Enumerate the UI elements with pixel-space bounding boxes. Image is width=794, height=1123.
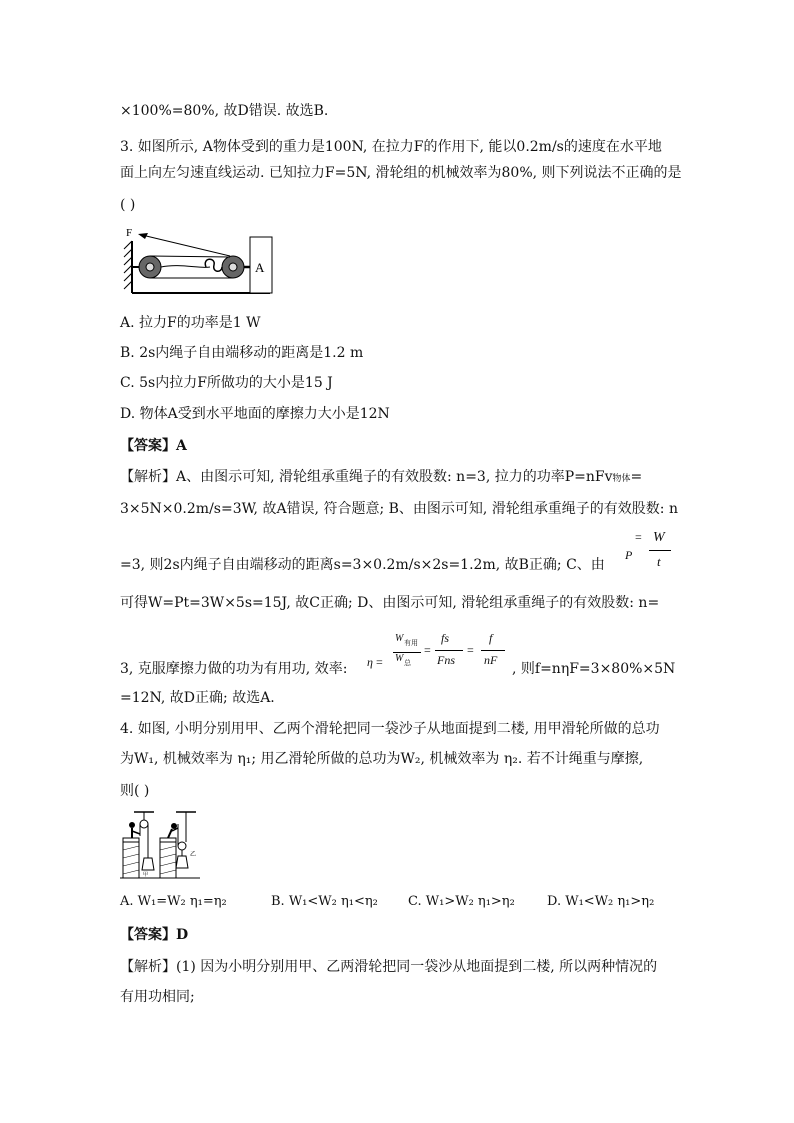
power-formula	[623, 530, 675, 574]
efficiency-formula	[367, 625, 512, 677]
question-3-line-2: 面上向左匀速直线运动. 已知拉力F=5N, 滑轮组的机械效率为80%, 则下列说法不正确的是	[120, 165, 682, 181]
person-icon	[129, 822, 135, 828]
explanation-3-line-4: 可得W=Pt=3W×5s=15J, 故C正确; D、由图示可知, 滑轮组承重绳子的有效股数: n=	[120, 595, 660, 611]
q4-option-c: C. W₁>W₂ η₁>η₂	[408, 894, 515, 909]
answer-3: 【答案】A	[120, 438, 187, 454]
q4-option-a: A. W₁=W₂ η₁=η₂	[120, 894, 227, 909]
label-yi: 乙	[190, 852, 197, 858]
question-4-line-2: 为W₁, 机械效率为 η₁; 用乙滑轮所做的总功为W₂, 机械效率为 η₂. 若不计绳重与摩擦,	[120, 751, 644, 767]
subscript: 物体	[612, 474, 631, 484]
explanation-3-line-5a: 3, 克服摩擦力做的功为有用功, 效率:	[120, 661, 348, 677]
pulley-figure-2	[120, 806, 200, 882]
fraction-bar	[435, 650, 463, 651]
explanation-3-line-6: =12N, 故D正确; 故选A.	[120, 690, 275, 706]
fraction-bar	[649, 550, 671, 551]
option-a: A. 拉力F的功率是1 W	[120, 315, 261, 331]
sub-useful: 有用	[404, 639, 418, 647]
eq-2: =	[424, 643, 431, 657]
fixed-pulley-icon	[140, 820, 148, 828]
eq-1: =	[376, 655, 383, 669]
block-label: A	[255, 260, 265, 275]
f2-num: f	[489, 631, 493, 645]
explanation-4-line-1: 【解析】(1) 因为小明分别用甲、乙两滑轮把同一袋沙从地面提到二楼, 所以两种情况的	[120, 959, 658, 975]
explanation-3-line-2: 3×5N×0.2m/s=3W, 故A错误, 符合题意; B、由图示可知, 滑轮组承重绳子的有效股数: n	[120, 501, 678, 517]
eq-3: =	[467, 643, 474, 657]
w-den: W	[395, 653, 404, 664]
option-b: B. 2s内绳子自由端移动的距离是1.2 m	[120, 345, 364, 361]
pulley-figure-1	[120, 223, 280, 303]
sand-bag-icon	[142, 858, 154, 870]
explanation-text: 【解析】A、由图示可知, 滑轮组承重绳子的有效股数: n=3, 拉力的功率P=nFv	[120, 469, 613, 485]
formula-den: t	[657, 554, 661, 569]
person-icon	[171, 823, 177, 829]
explanation-3-line-3: =3, 则2s内绳子自由端移动的距离s=3×0.2m/s×2s=1.2m, 故B正确; C、由	[120, 557, 605, 573]
movable-pulley-icon	[178, 842, 186, 850]
sub-total: 总	[404, 659, 411, 667]
equals: =	[630, 469, 643, 485]
text-line: ×100%=80%, 故D错误. 故选B.	[120, 103, 329, 119]
label-jia: 甲	[143, 873, 149, 878]
explanation-4-line-2: 有用功相同;	[120, 989, 195, 1005]
f1-den: Fns	[437, 653, 455, 667]
explanation-3-line-5b: , 则f=nηF=3×80%×5N	[512, 661, 676, 677]
question-4-line-1: 4. 如图, 小明分别用甲、乙两个滑轮把同一袋沙子从地面提到二楼, 用甲滑轮所做的总功	[120, 721, 660, 737]
eta: η	[367, 655, 373, 669]
fraction-bar	[481, 650, 505, 651]
question-3-line-1: 3. 如图所示, A物体受到的重力是100N, 在拉力F的作用下, 能以0.2m/s的速度在水平地	[120, 139, 662, 155]
explanation-3-line-1	[120, 467, 642, 489]
force-label: F	[126, 227, 133, 239]
question-3-line-3: ( )	[120, 197, 136, 213]
sand-bag-icon	[176, 856, 188, 868]
option-c: C. 5s内拉力F所做功的大小是15 J	[120, 375, 333, 391]
formula-p: P	[625, 548, 633, 562]
f2-den: nF	[484, 653, 498, 667]
answer-4: 【答案】D	[120, 927, 189, 943]
w-num: W	[395, 633, 404, 644]
option-d: D. 物体A受到水平地面的摩擦力大小是12N	[120, 406, 390, 422]
q4-option-d: D. W₁<W₂ η₁>η₂	[547, 894, 655, 909]
formula-eq: =	[635, 530, 642, 544]
f1-num: fs	[441, 631, 450, 645]
formula-num: W	[653, 530, 665, 545]
question-4-line-3: 则( )	[120, 783, 150, 799]
q4-option-b: B. W₁<W₂ η₁<η₂	[271, 894, 378, 909]
